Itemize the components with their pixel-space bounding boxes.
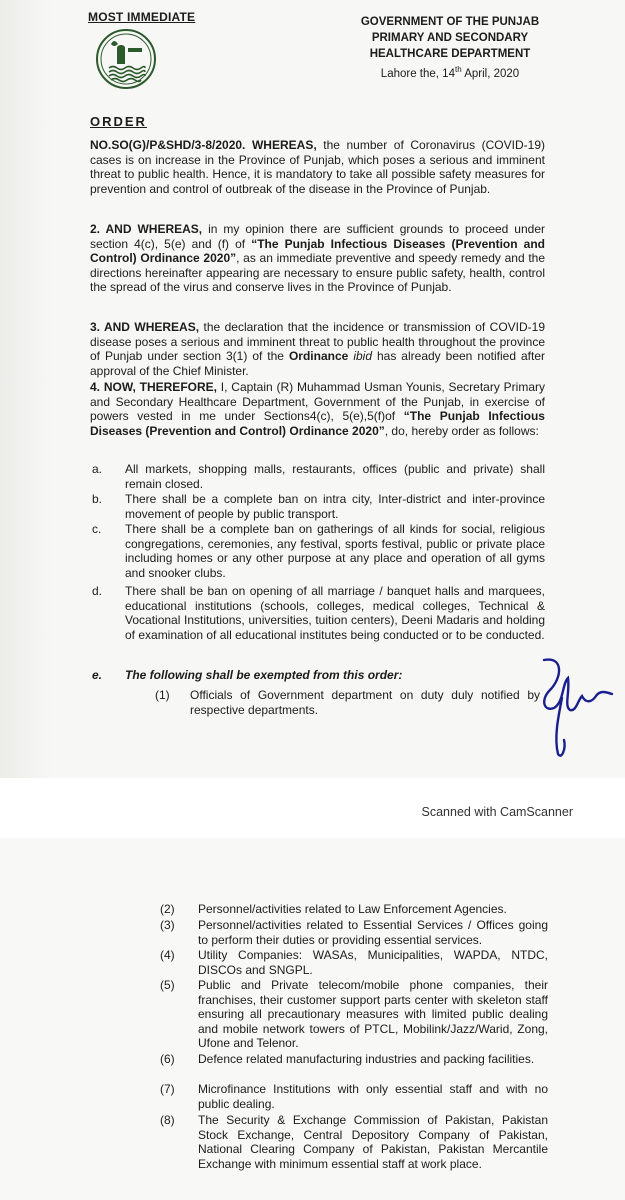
gov-line-1: GOVERNMENT OF THE PUNJAB bbox=[360, 16, 540, 28]
item-text: Personnel/activities related to Essential Services / Offices going to perform their duties or providing essential services. bbox=[198, 918, 548, 947]
item-text: The Security & Exchange Commission of Pakistan, Pakistan Stock Exchange, Central Depository Company of Pakistan, National Clearing Company of Pakistan, Pakistan Mercantile Exchange with minimum essential staff at work place. bbox=[198, 1113, 548, 1171]
paragraph-3-text-b: has already been notified after approval of the Chief Minister. bbox=[90, 349, 545, 378]
ordinance-title: “The Punjab Infectious Diseases (Prevention and Control) Ordinance 2020” bbox=[90, 236, 545, 265]
item-number: (2) bbox=[160, 902, 175, 916]
punjab-emblem-icon bbox=[95, 28, 157, 90]
exemption-item-8 bbox=[160, 1113, 548, 1171]
item-text: There shall be ban on opening of all marriage / banquet halls and marquees, educational institutions (schools, colleges, medical colleges, Technical & Vocational Institutions, universities, tuition centers), Deeni Madaris and holding of examination of all educational institutes being conducted or to be conducted. bbox=[125, 584, 545, 642]
item-text: There shall be a complete ban on gatherings of all kinds for social, religious congregations, ceremonies, any festival, sports festival, public or private place including homes or any other purpose at any place and operation of all gyms and snooker clubs. bbox=[125, 522, 545, 580]
paragraph-3-text-a: the declaration that the incidence or transmission of COVID-19 disease poses a serious and imminent threat to public health throughout the province of Punjab under section 3(1) of the bbox=[90, 320, 546, 363]
item-text: Officials of Government department on duty duly notified by respective departments. bbox=[190, 688, 540, 717]
item-text: Microfinance Institutions with only essential staff and with no public dealing. bbox=[198, 1082, 548, 1111]
ordinance-title-2: “The Punjab Infectious Diseases (Prevention and Control) Ordinance 2020” bbox=[90, 409, 545, 438]
exempt-text: The following shall be exempted from this order: bbox=[125, 668, 403, 682]
paragraph-3 bbox=[90, 320, 545, 378]
exemption-item-6 bbox=[160, 1052, 548, 1067]
ordinance-ref: Ordinance bbox=[288, 349, 349, 363]
date-rest: April, 2020 bbox=[461, 67, 520, 80]
order-item-a bbox=[92, 462, 545, 491]
order-item-d bbox=[92, 584, 545, 642]
item-number: (6) bbox=[160, 1052, 175, 1066]
item-number: (7) bbox=[160, 1082, 175, 1096]
exemption-item-2 bbox=[160, 902, 548, 917]
priority-label: MOST IMMEDIATE bbox=[88, 10, 196, 24]
document-page-2 bbox=[0, 838, 625, 1200]
place-date-main: Lahore the, 14 bbox=[380, 67, 455, 80]
exempt-letter: e. bbox=[92, 668, 103, 682]
item-letter: c. bbox=[92, 522, 102, 536]
item-number: (5) bbox=[160, 978, 175, 992]
place-date bbox=[345, 62, 555, 82]
order-item-b bbox=[92, 492, 545, 521]
department-header bbox=[345, 14, 555, 82]
paragraph-2-text-a: in my opinion there are sufficient grounds to proceed under section 4(c), 5(e) and (f) of bbox=[90, 222, 545, 251]
item-letter: a. bbox=[92, 462, 103, 476]
paragraph-1-text: the number of Coronavirus (COVID-19) cases is on increase in the Province of Punjab, which poses a serious and imminent threat to public health. Hence, it is mandatory to take all possible safety measures for prevention and control of outbreak of the disease in the Province of Punjab. bbox=[90, 138, 545, 196]
paragraph-2-text-b: , as an immediate preventive and speedy remedy and the directions hereinafter appearing are necessary to ensure public safety, health, control the spread of the virus and conserve lives in the Province of Punjab. bbox=[90, 251, 546, 294]
exemption-heading bbox=[92, 668, 403, 682]
item-text: Defence related manufacturing industries and packing facilities. bbox=[198, 1052, 535, 1066]
item-text: Public and Private telecom/mobile phone companies, their franchises, their customer support parts center with skeleton staff ensuring all precautionary measures with limited public dealing and mobile network towers of PTCL, Mobilink/Jazz/Warid, Zong, Ufone and Telenor. bbox=[198, 978, 548, 1050]
item-number: (4) bbox=[160, 948, 175, 962]
ibid: ibid bbox=[353, 349, 372, 363]
scan-edge-shadow bbox=[0, 0, 52, 778]
item-number: (3) bbox=[160, 918, 175, 932]
item-text: Utility Companies: WASAs, Municipalities, WAPDA, NTDC, DISCOs and SNGPL. bbox=[198, 948, 548, 977]
exemption-item-4 bbox=[160, 948, 548, 977]
gov-line-3: HEALTHCARE DEPARTMENT bbox=[369, 48, 531, 60]
item-number: (1) bbox=[155, 688, 170, 702]
reference-number: NO.SO(G)/P&SHD/3-8/2020. bbox=[90, 138, 246, 152]
paragraph-4-lead: 4. NOW, THEREFORE, bbox=[90, 380, 217, 394]
paragraph-2 bbox=[90, 222, 545, 295]
exemption-item-7 bbox=[160, 1082, 548, 1111]
item-text: Personnel/activities related to Law Enforcement Agencies. bbox=[198, 902, 507, 916]
paragraph-2-lead: 2. AND WHEREAS, bbox=[90, 222, 203, 236]
scanner-watermark: Scanned with CamScanner bbox=[421, 805, 573, 819]
paragraph-4-text-a: I, Captain (R) Muhammad Usman Younis, Secretary Primary and Secondary Healthcare Department, Government of the Punjab, in exercise of powers vested in me under Sections4(c), 5(e),5(f)of bbox=[90, 380, 545, 423]
date-suffix: th bbox=[454, 65, 462, 74]
paragraph-4-text-b: , do, hereby order as follows: bbox=[384, 423, 539, 438]
whereas-lead: WHEREAS, bbox=[251, 138, 317, 152]
item-text: There shall be a complete ban on intra city, Inter-district and inter-province movement of people by public transport. bbox=[125, 492, 545, 521]
item-number: (8) bbox=[160, 1113, 175, 1127]
exemption-item-3 bbox=[160, 918, 548, 947]
item-text: All markets, shopping malls, restaurants, offices (public and private) shall remain closed. bbox=[125, 462, 545, 491]
paragraph-4 bbox=[90, 380, 545, 438]
exemption-item-5 bbox=[160, 978, 548, 1051]
order-item-c bbox=[92, 522, 545, 580]
paragraph-1 bbox=[90, 138, 545, 196]
item-letter: d. bbox=[92, 584, 103, 598]
signature-icon bbox=[532, 652, 622, 762]
paragraph-3-lead: 3. AND WHEREAS, bbox=[90, 320, 200, 334]
exemption-item-1 bbox=[155, 688, 540, 717]
order-title: ORDER bbox=[90, 114, 147, 129]
item-letter: b. bbox=[92, 492, 103, 506]
gov-line-2: PRIMARY AND SECONDARY bbox=[371, 32, 529, 44]
